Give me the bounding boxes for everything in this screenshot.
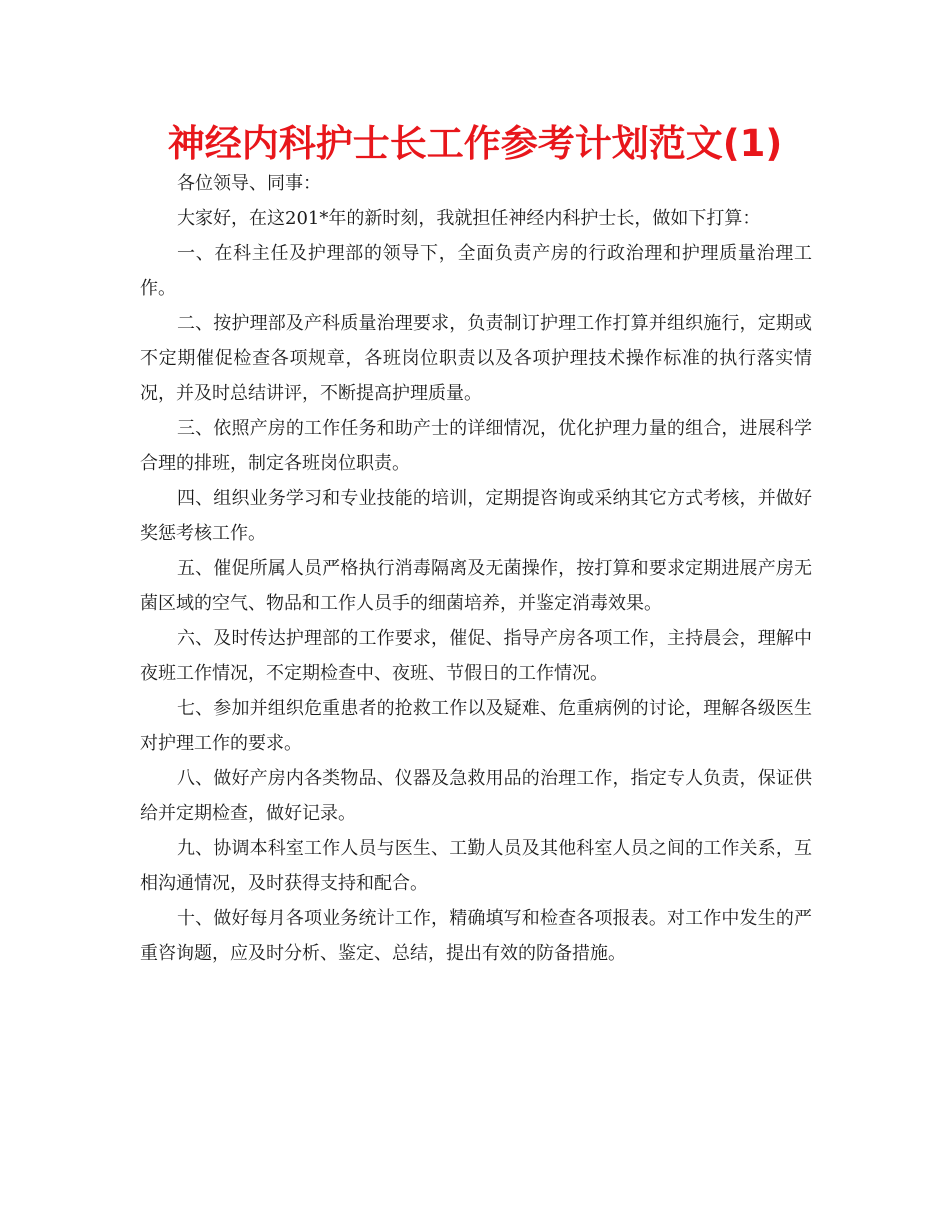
paragraph-item-4: 四、组织业务学习和专业技能的培训，定期提咨询或采纳其它方式考核，并做好奖惩考核工作。 xyxy=(140,488,812,544)
paragraph-item-1: 一、在科主任及护理部的领导下，全面负责产房的行政治理和护理质量治理工作。 xyxy=(140,243,812,299)
paragraph-item-3: 三、依照产房的工作任务和助产士的详细情况，优化护理力量的组合，进展科学合理的排班，制定各班岗位职责。 xyxy=(140,418,812,474)
paragraph-item-5: 五、催促所属人员严格执行消毒隔离及无菌操作，按打算和要求定期进展产房无菌区域的空气、物品和工作人员手的细菌培养，并鉴定消毒效果。 xyxy=(140,558,812,614)
paragraph-item-8: 八、做好产房内各类物品、仪器及急救用品的治理工作，指定专人负责，保证供给并定期检查，做好记录。 xyxy=(140,768,812,824)
paragraph-greeting: 各位领导、同事： xyxy=(177,173,321,194)
paragraph-intro: 大家好，在这201*年的新时刻，我就担任神经内科护士长，做如下打算： xyxy=(177,208,761,229)
document-body xyxy=(140,166,812,971)
paragraph-item-9: 九、协调本科室工作人员与医生、工勤人员及其他科室人员之间的工作关系，互相沟通情况，及时获得支持和配合。 xyxy=(140,838,812,894)
paragraph-item-6: 六、及时传达护理部的工作要求，催促、指导产房各项工作，主持晨会，理解中夜班工作情况，不定期检查中、夜班、节假日的工作情况。 xyxy=(140,628,812,684)
document-title: 神经内科护士长工作参考计划范文(1) xyxy=(167,122,783,165)
paragraph-item-7: 七、参加并组织危重患者的抢救工作以及疑难、危重病例的讨论，理解各级医生对护理工作的要求。 xyxy=(140,698,812,754)
paragraph-item-2: 二、按护理部及产科质量治理要求，负责制订护理工作打算并组织施行，定期或不定期催促检查各项规章，各班岗位职责以及各项护理技术操作标准的执行落实情况，并及时总结讲评，不断提高护理质量。 xyxy=(140,313,812,404)
paragraph-item-10: 十、做好每月各项业务统计工作，精确填写和检查各项报表。对工作中发生的严重咨询题，应及时分析、鉴定、总结，提出有效的防备措施。 xyxy=(140,908,812,964)
